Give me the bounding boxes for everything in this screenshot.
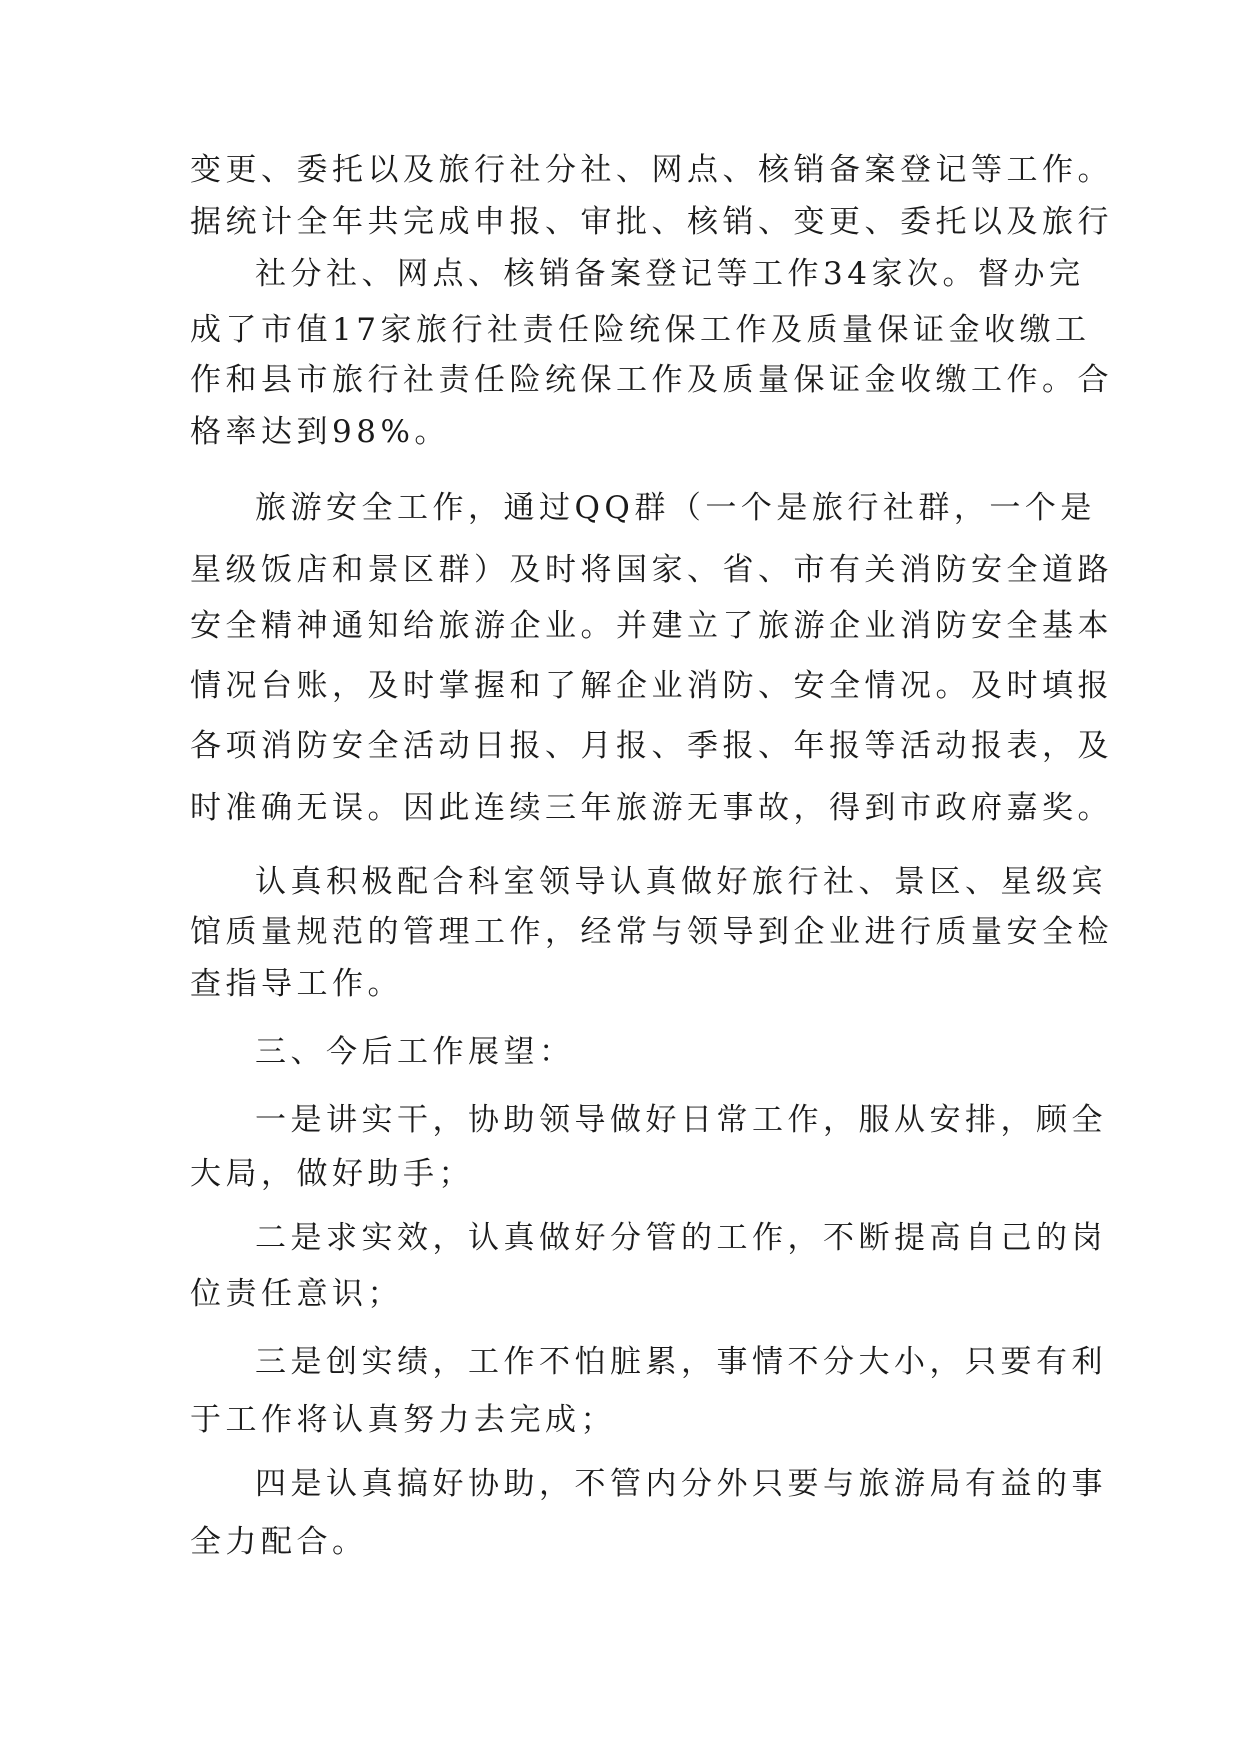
- text-line: 查指导工作。: [190, 966, 403, 1002]
- text-line: 四是认真搞好协助，不管内分外只要与旅游局有益的事: [255, 1466, 1107, 1502]
- text-line: 二是求实效，认真做好分管的工作，不断提高自己的岗: [255, 1220, 1107, 1256]
- text-line: 社分社、网点、核销备案登记等工作34家次。督办完: [255, 256, 1085, 292]
- text-line: 情况台账，及时掌握和了解企业消防、安全情况。及时填报: [190, 668, 1113, 704]
- text-line: 星级饭店和景区群）及时将国家、省、市有关消防安全道路: [190, 552, 1113, 588]
- text-line: 馆质量规范的管理工作，经常与领导到企业进行质量安全检: [190, 914, 1113, 950]
- text-line: 旅游安全工作，通过QQ群（一个是旅行社群，一个是: [255, 490, 1096, 526]
- text-line: 三是创实绩，工作不怕脏累，事情不分大小，只要有利: [255, 1344, 1107, 1380]
- text-line: 于工作将认真努力去完成；: [190, 1402, 616, 1438]
- text-line: 时准确无误。因此连续三年旅游无事故，得到市政府嘉奖。: [190, 790, 1113, 826]
- text-line: 全力配合。: [190, 1524, 368, 1560]
- text-line: 各项消防安全活动日报、月报、季报、年报等活动报表，及: [190, 728, 1113, 764]
- text-line: 位责任意识；: [190, 1276, 403, 1312]
- text-line: 大局，做好助手；: [190, 1156, 474, 1192]
- text-line: 变更、委托以及旅行社分社、网点、核销备案登记等工作。: [190, 152, 1113, 188]
- text-line: 成了市值17家旅行社责任险统保工作及质量保证金收缴工: [190, 312, 1091, 348]
- text-line: 安全精神通知给旅游企业。并建立了旅游企业消防安全基本: [190, 608, 1113, 644]
- text-line: 作和县市旅行社责任险统保工作及质量保证金收缴工作。合: [190, 362, 1113, 398]
- section-heading: 三、今后工作展望：: [255, 1034, 575, 1070]
- text-line: 一是讲实干，协助领导做好日常工作，服从安排，顾全: [255, 1102, 1107, 1138]
- text-line: 认真积极配合科室领导认真做好旅行社、景区、星级宾: [255, 864, 1107, 900]
- text-line: 格率达到98%。: [190, 414, 450, 450]
- text-line: 据统计全年共完成申报、审批、核销、变更、委托以及旅行: [190, 204, 1113, 240]
